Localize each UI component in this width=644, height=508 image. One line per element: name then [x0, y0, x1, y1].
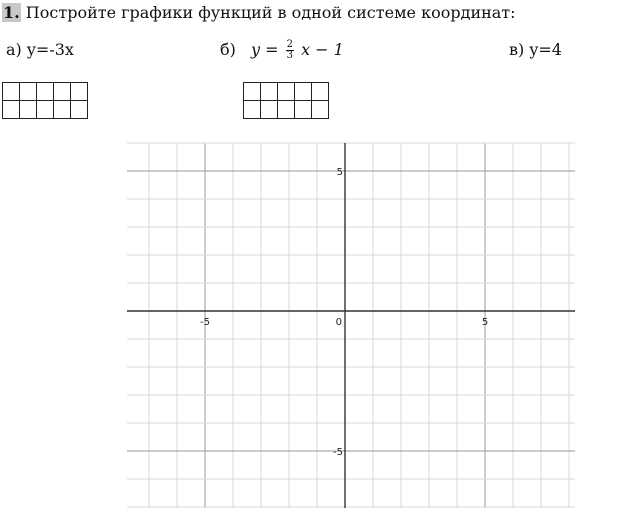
item-a-label: а) y=-3x: [6, 40, 74, 59]
fraction-denominator: 3: [286, 50, 293, 61]
task-number: 1.: [3, 3, 20, 22]
x-tick-label-neg5: -5: [200, 317, 210, 328]
formula-lhs: y =: [250, 40, 279, 59]
formula-rhs: x − 1: [301, 40, 344, 59]
origin-label: 0: [335, 317, 342, 328]
fraction-numerator: 2: [286, 39, 293, 50]
item-b-label: б): [220, 40, 236, 59]
y-tick-label-5: 5: [336, 167, 343, 178]
y-tick-label-neg5: -5: [333, 447, 343, 458]
x-tick-label-5: 5: [481, 317, 489, 328]
item-c-label: в) y=4: [509, 40, 562, 59]
task-text: Постройте графики функций в одной системе координат:: [25, 3, 516, 22]
